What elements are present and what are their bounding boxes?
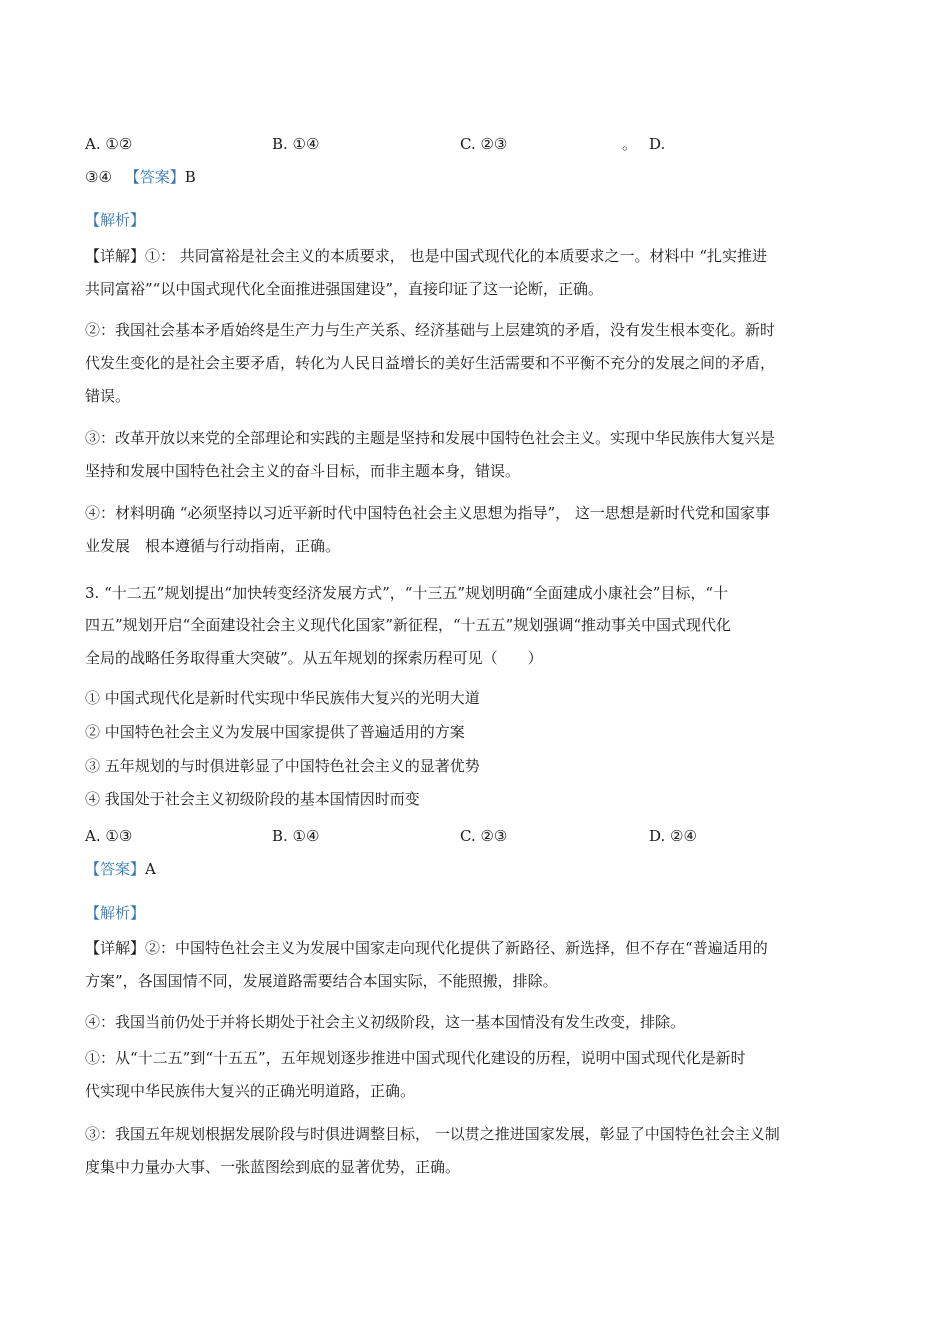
q3-stem-line-1: 3. “十二五”规划提出“加快转变经济发展方式”，“十三五”规划明确“全面建成小康社会”目标，“十 xyxy=(85,584,729,602)
q3-answer-label: 【答案】 xyxy=(85,860,146,878)
q2-p1-text: ①： 共同富裕是社会主义的本质要求， 也是中国式现代化的本质要求之一。材料中 “扎实推进 xyxy=(145,247,767,265)
q3-stem-line-3: 全局的战略任务取得重大突破”。从五年规划的探索历程可见（ ） xyxy=(85,649,543,667)
q2-p3-line-2: 坚持和发展中国特色社会主义的奋斗目标，而非主题本身，错误。 xyxy=(85,462,521,480)
q2-option-dot: 。 xyxy=(622,135,638,153)
q2-p4-line-2: 业发展 根本遵循与行动指南，正确。 xyxy=(85,537,341,555)
q2-p3-line-1: ③：改革开放以来党的全部理论和实践的主题是坚持和发展中国特色社会主义。实现中华民族伟大复兴是 xyxy=(85,429,776,447)
q3-p1-line-2: 方案”，各国国情不同，发展道路需要结合本国实际，不能照搬，排除。 xyxy=(85,972,558,990)
q3-item-3: ③ 五年规划的与时俱进彰显了中国特色社会主义的显著优势 xyxy=(85,757,480,775)
q3-option-d: D. ②④ xyxy=(649,827,697,845)
q3-p1-text: ②：中国特色社会主义为发展中国家走向现代化提供了新路径、新选择，但不存在“普遍适用的 xyxy=(145,939,768,957)
q3-p4-line-2: 度集中力量办大事、一张蓝图绘到底的显著优势，正确。 xyxy=(85,1158,461,1176)
q3-item-1: ① 中国式现代化是新时代实现中华民族伟大复兴的光明大道 xyxy=(85,689,480,707)
q2-option-a: A. ①② xyxy=(85,135,133,153)
q3-option-c: C. ②③ xyxy=(460,827,508,845)
q2-option-d-continued: ③④ xyxy=(85,168,112,186)
q2-p2-line-3: 错误。 xyxy=(85,387,131,405)
q2-p2-line-1: ②：我国社会基本矛盾始终是生产力与生产关系、经济基础与上层建筑的矛盾，没有发生根本变化。新时 xyxy=(85,321,776,339)
q3-p4-line-1: ③：我国五年规划根据发展阶段与时俱进调整目标， 一以贯之推进国家发展，彰显了中国特色社会主义制 xyxy=(85,1125,780,1143)
q3-stem-line-2: 四五”规划开启“全面建设社会主义现代化国家”新征程，“十五五”规划强调“推动事关中国式现代化 xyxy=(85,616,732,634)
q3-detail-label: 【详解】 xyxy=(85,939,146,957)
q2-p1-line-2: 共同富裕”“以中国式现代化全面推进强国建设”，直接印证了这一论断，正确。 xyxy=(85,280,604,298)
q2-p2-line-2: 代发生变化的是社会主要矛盾，转化为人民日益增长的美好生活需要和不平衡不充分的发展之间的矛盾， xyxy=(85,354,776,372)
q3-option-a: A. ①③ xyxy=(85,827,133,845)
q2-detail-line-1 xyxy=(85,246,767,266)
q2-analysis-label: 【解析】 xyxy=(85,211,146,229)
q3-item-2: ② 中国特色社会主义为发展中国家提供了普遍适用的方案 xyxy=(85,723,465,741)
q2-answer-value: B xyxy=(184,168,196,186)
q3-p3-line-2: 代实现中华民族伟大复兴的正确光明道路，正确。 xyxy=(85,1082,416,1100)
q3-p3-line-1: ①：从“十二五”到“十五五”，五年规划逐步推进中国式现代化建设的历程，说明中国式现代化是新时 xyxy=(85,1049,746,1067)
q2-option-c: C. ②③ xyxy=(460,135,508,153)
q2-answer-line xyxy=(85,167,196,187)
q2-answer-label: 【答案】 xyxy=(124,168,185,186)
q2-p4-line-1: ④：材料明确 “必须坚持以习近平新时代中国特色社会主义思想为指导”， 这一思想是新时代党和国家事 xyxy=(85,504,770,522)
q3-answer-line xyxy=(85,859,156,879)
q3-detail-line-1 xyxy=(85,938,768,958)
q3-analysis-label: 【解析】 xyxy=(85,904,146,922)
q3-answer-value: A xyxy=(145,860,156,878)
q2-detail-label: 【详解】 xyxy=(85,247,146,265)
q2-option-d: D. xyxy=(649,135,666,153)
q3-p2-line-1: ④：我国当前仍处于并将长期处于社会主义初级阶段，这一基本国情没有发生改变，排除。 xyxy=(85,1013,686,1031)
q3-item-4: ④ 我国处于社会主义初级阶段的基本国情因时而变 xyxy=(85,790,420,808)
q3-option-b: B. ①④ xyxy=(272,827,320,845)
q2-option-b: B. ①④ xyxy=(272,135,320,153)
